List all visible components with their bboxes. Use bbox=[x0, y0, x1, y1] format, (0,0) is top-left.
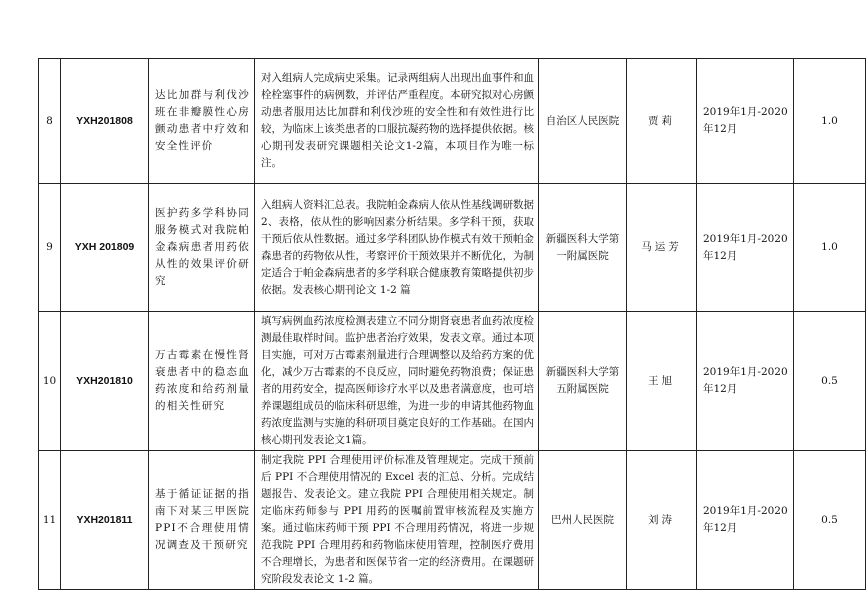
funding-score: 1.0 bbox=[794, 184, 866, 312]
project-content: 填写病例血药浓度检测表建立不同分期肾衰患者血药浓度检测最佳取样时间。监护患者治疗效果，发表文章。通过本项目实施，可对万古霉素剂量进行合理调整以及给药方案的优化，减少万古霉素的不良反应，同时避免药物浪费；保证患者的用药安全，提高医师诊疗水平以及患者满意度，也可培养课题组成员的临床科研思维，为进一步的申请其他药物血药浓度监测与实施的科研项目奠定良好的工作基础。在国内核心期刊发表论文1篇。 bbox=[255, 312, 539, 451]
principal-investigator: 贾莉 bbox=[627, 59, 697, 184]
row-number: 9 bbox=[39, 184, 61, 312]
project-period: 2019年1月-2020年12月 bbox=[697, 312, 794, 451]
table-row bbox=[39, 59, 866, 184]
project-period: 2019年1月-2020年12月 bbox=[697, 184, 794, 312]
project-period: 2019年1月-2020年12月 bbox=[697, 451, 794, 590]
row-number: 8 bbox=[39, 59, 61, 184]
principal-investigator: 马运芳 bbox=[627, 184, 697, 312]
table-row bbox=[39, 451, 866, 590]
table-row bbox=[39, 184, 866, 312]
funding-score: 0.5 bbox=[794, 312, 866, 451]
organization: 新疆医科大学第一附属医院 bbox=[539, 184, 627, 312]
principal-investigator: 王旭 bbox=[627, 312, 697, 451]
project-title: 医护药多学科协同服务模式对我院帕金森病患者用药依从性的效果评价研究 bbox=[149, 184, 255, 312]
project-content: 对入组病人完成病史采集。记录两组病人出现出血事件和血栓栓塞事件的病例数，并评估严重程度。本研究拟对心房颤动患者服用达比加群和利伐沙班的安全性和有效性进行比较，为临床上该类患者的口服抗凝药物的选择提供依据。核心期刊发表研究课题相关论文1-2篇，本项目作为唯一标注。 bbox=[255, 59, 539, 184]
row-number: 11 bbox=[39, 451, 61, 590]
project-period: 2019年1月-2020年12月 bbox=[697, 59, 794, 184]
project-code: YXH201811 bbox=[61, 451, 149, 590]
principal-investigator: 刘涛 bbox=[627, 451, 697, 590]
funding-score: 1.0 bbox=[794, 59, 866, 184]
table-row bbox=[39, 312, 866, 451]
project-title: 万古霉素在慢性肾衰患者中的稳态血药浓度和给药剂量的相关性研究 bbox=[149, 312, 255, 451]
organization: 巴州人民医院 bbox=[539, 451, 627, 590]
organization: 自治区人民医院 bbox=[539, 59, 627, 184]
project-content: 入组病人资料汇总表。我院帕金森病人依从性基线调研数据 2、表格，依从性的影响因素分析结果。多学科干预，获取干预后依从性数据。通过多学科团队协作模式有效干预帕金森患者的药物依从性，考察评价干预效果并不断优化，为制定适合于帕金森病患者的多学科联合健康教育策略提供初步依据。发表核心期刊论文 1-2 篇 bbox=[255, 184, 539, 312]
funding-score: 0.5 bbox=[794, 451, 866, 590]
project-title: 基于循证证据的指南下对某三甲医院PPI不合理使用情况调查及干预研究 bbox=[149, 451, 255, 590]
organization: 新疆医科大学第五附属医院 bbox=[539, 312, 627, 451]
project-title: 达比加群与利伐沙班在非瓣膜性心房颤动患者中疗效和安全性评价 bbox=[149, 59, 255, 184]
project-content: 制定我院 PPI 合理使用评价标准及管理规定。完成干预前后 PPI 不合理使用情况的 Excel 表的汇总、分析。完成结题报告、发表论文。建立我院 PPI 合理使用相关规定。制定临床药师参与 PPI 用药的医嘱前置审核流程及实施方案。通过临床药师干预 PPI 不合理用药情况，将进一步规范我院 PPI 合理用药和药物临床使用管理，控制医疗费用不合理增长，为患者和医保节省一定的经济费用。在课题研究阶段发表论文 1-2 篇。 bbox=[255, 451, 539, 590]
project-code: YXH201810 bbox=[61, 312, 149, 451]
row-number: 10 bbox=[39, 312, 61, 451]
project-table bbox=[38, 58, 866, 590]
project-code: YXH 201809 bbox=[61, 184, 149, 312]
project-code: YXH201808 bbox=[61, 59, 149, 184]
